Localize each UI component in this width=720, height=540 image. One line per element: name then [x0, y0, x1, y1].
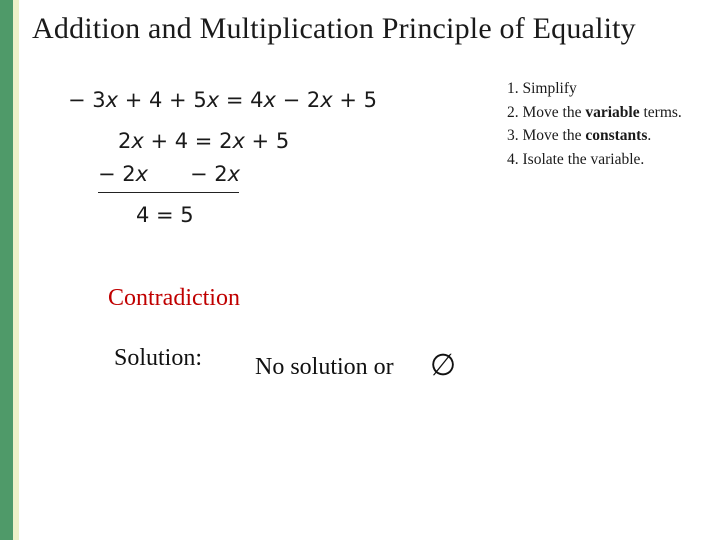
equation-variable: x: [131, 129, 144, 153]
step-text: Move the: [518, 127, 586, 144]
step-text: Isolate the variable.: [518, 150, 645, 168]
step-text: terms.: [639, 103, 682, 121]
equation-term: − 2: [275, 88, 321, 112]
equation-term: + 4 = 2: [143, 129, 233, 153]
step-number: 1.: [507, 80, 519, 97]
equation-term: − 2: [98, 162, 136, 186]
step-item: [507, 148, 682, 172]
empty-set-symbol: ∅: [430, 348, 457, 383]
solution-label: Solution:: [114, 345, 203, 371]
equation-term: + 5: [244, 129, 290, 153]
step-number: 4.: [507, 150, 519, 168]
equation-variable: x: [227, 162, 241, 186]
equation-line-3-right: [190, 164, 240, 185]
equation-variable: x: [232, 129, 245, 153]
equation-variable: x: [105, 88, 119, 112]
step-number: 2.: [507, 103, 519, 121]
result-type-label: Contradiction: [108, 285, 240, 311]
equation-variable: x: [135, 162, 149, 186]
slide-title: Addition and Multiplication Principle of Equality: [32, 12, 636, 45]
step-text: Move the: [518, 103, 586, 121]
equation-term: − 2: [190, 162, 228, 186]
equation-variable: x: [320, 88, 333, 112]
equation-term: + 5: [332, 88, 377, 112]
equation-term: 2: [118, 129, 132, 153]
equation-line-2: [118, 131, 289, 152]
step-number: 3.: [507, 127, 519, 144]
step-text: Simplify: [518, 80, 577, 97]
step-item: [507, 101, 682, 125]
step-keyword: constants: [585, 127, 648, 144]
left-accent-stripe: [13, 0, 19, 540]
equation-term: + 4 + 5: [118, 88, 207, 112]
step-item: [507, 124, 682, 148]
solution-text: No solution or: [255, 354, 394, 380]
equation-variable: x: [206, 88, 220, 112]
step-item: [507, 77, 682, 101]
left-accent-bar: [0, 0, 13, 540]
equation-line-1: [68, 90, 377, 111]
equation-divider-line: [98, 192, 239, 193]
equation-term: = 4: [219, 88, 264, 112]
steps-list: [507, 77, 682, 171]
equation-term: − 3: [68, 88, 106, 112]
equation-line-3-left: [98, 164, 148, 185]
step-keyword: variable: [585, 103, 640, 121]
step-text: .: [647, 127, 652, 144]
equation-variable: x: [263, 88, 276, 112]
equation-line-4: 4 = 5: [136, 203, 194, 227]
